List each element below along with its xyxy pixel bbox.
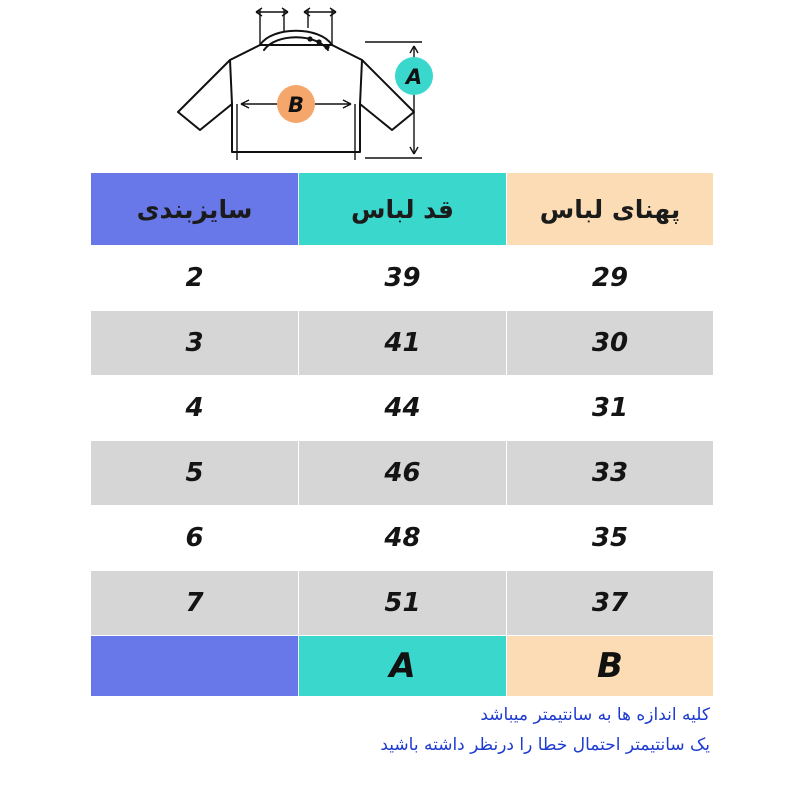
footer-cell-width: B [507,636,714,697]
badge-a-label: A [405,65,423,89]
footer-cell-size [91,636,299,697]
garment-illustration [160,0,490,170]
cell-length: 41 [299,311,507,376]
cell-width: 35 [507,506,714,571]
shoulder-measure-guides [256,8,336,45]
cell-width: 29 [507,246,714,311]
cell-size: 7 [91,571,299,636]
column-header-width: پهنای لباس [507,173,714,246]
badge-b-label: B [287,93,305,117]
table-header-row [91,173,714,246]
note-line-1: کلیه اندازه ها به سانتیمتر میباشد [480,705,710,725]
cell-size: 2 [91,246,299,311]
table-row [91,441,714,506]
table-row [91,571,714,636]
cell-size: 6 [91,506,299,571]
table-row [91,376,714,441]
measurement-notes [90,700,710,760]
cell-length: 44 [299,376,507,441]
table-row [91,246,714,311]
cell-length: 46 [299,441,507,506]
cell-size: 3 [91,311,299,376]
left-sleeve-seam [230,60,232,104]
column-header-length: قد لباس [299,173,507,246]
cell-size: 4 [91,376,299,441]
note-line-2: یک سانتیمتر احتمال خطا را درنظر داشته باشید [380,735,710,755]
cell-width: 30 [507,311,714,376]
right-sleeve-seam [360,60,362,104]
garment-diagram [0,0,800,170]
footer-cell-length: A [299,636,507,697]
column-header-size: سایزبندی [91,173,299,246]
table-row [91,311,714,376]
size-chart-table [90,172,714,697]
cell-size: 5 [91,441,299,506]
cell-length: 48 [299,506,507,571]
cell-length: 39 [299,246,507,311]
cell-width: 33 [507,441,714,506]
table-footer-row [91,636,714,697]
cell-length: 51 [299,571,507,636]
cell-width: 37 [507,571,714,636]
table-row [91,506,714,571]
cell-width: 31 [507,376,714,441]
